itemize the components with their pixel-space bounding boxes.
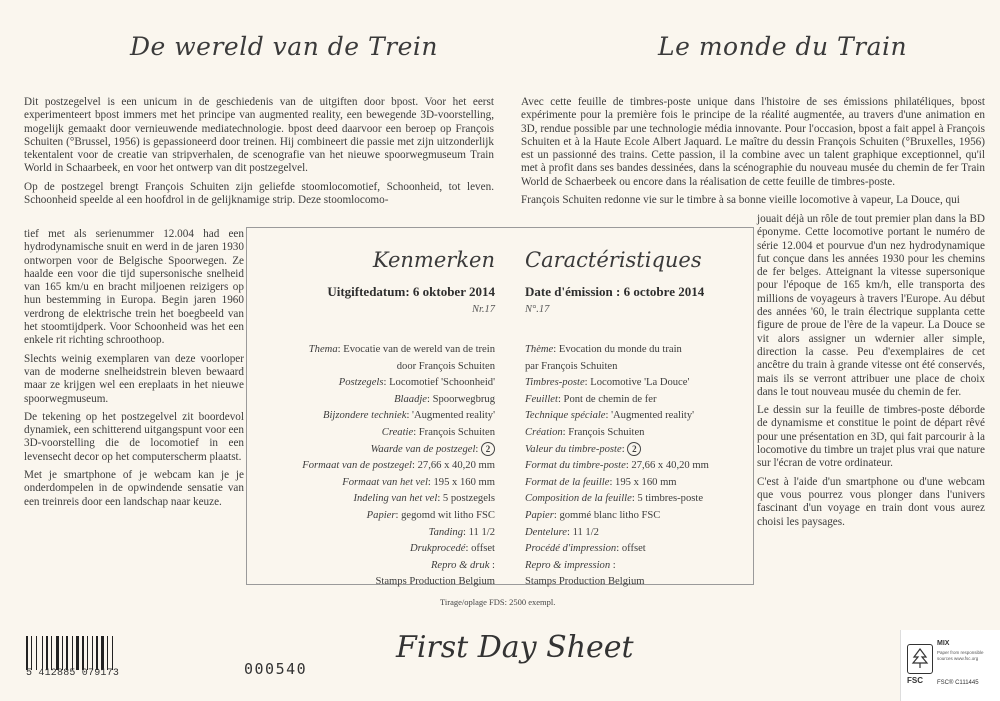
barcode-bar: [66, 636, 68, 670]
value-circled-icon: 2: [481, 442, 495, 456]
barcode-bar: [114, 636, 116, 670]
barcode-bar: [51, 636, 52, 670]
spec-row: Creatie: François Schuiten: [381, 426, 495, 438]
title-fr: Le monde du Train: [658, 32, 908, 61]
spec-row: Composition de la feuille: 5 timbres-poste: [525, 493, 704, 505]
spec-key: Thema: [308, 344, 338, 355]
spec-value: 195 x 160 mm: [433, 476, 495, 488]
barcode-bar: [60, 636, 61, 670]
barcode-bar: [38, 636, 41, 670]
spec-row: [525, 574, 755, 591]
barcode-bar: [72, 636, 73, 670]
spec-row: Postzegels: Locomotief 'Schoonheid': [338, 377, 495, 389]
fsc-tree-icon: [907, 644, 933, 674]
barcode-bar: [36, 636, 37, 670]
spec-value: Spoorwegbrug: [432, 393, 495, 405]
spec-value: Locomotief 'Schoonheid': [389, 377, 495, 389]
spec-row: Papier: gommé blanc litho FSC: [525, 509, 661, 521]
spec-key: Dentelure: [525, 526, 567, 538]
barcode-bar: [42, 636, 43, 670]
nl-paragraph-4: De tekening op het postzegelvel zit boordevol dynamiek, een schitterend uitgangspunt voor een 3D-voorstelling die de locomotief in een levensecht decor op het computerscherm plaatst.: [24, 410, 244, 463]
spec-value: 195 x 160 mm: [615, 476, 677, 488]
spec-key: Papier: [366, 509, 396, 521]
barcode-bar: [46, 636, 48, 670]
spec-row: Dentelure: 11 1/2: [525, 526, 599, 538]
spec-key: Feuillet: [525, 393, 558, 405]
barcode-bar: [109, 636, 111, 670]
spec-row: Indeling van het vel: 5 postzegels: [353, 493, 495, 505]
barcode-bar: [76, 636, 79, 670]
spec-key: Création: [525, 426, 563, 438]
barcode-bar: [112, 636, 113, 670]
fsc-code: FSC® C111445: [937, 680, 979, 686]
first-day-sheet-label: First Day Sheet: [396, 630, 634, 665]
spec-row: Tanding: 11 1/2: [428, 526, 495, 538]
spec-key: Blaadje: [394, 393, 428, 405]
nl-paragraph-2-intro: Op de postzegel brengt François Schuiten zijn geliefde stoomlocomotief, Schoonheid, tot leven. Schoonheid speelde al een hoofdrol in de gelijknamige strip. Deze stoomlocomo-: [24, 180, 494, 207]
barcode-bar: [96, 636, 98, 670]
spec-row: Bijzondere techniek: 'Augmented reality': [323, 410, 495, 422]
barcode-bar: [101, 636, 104, 670]
spec-key: Format du timbre-poste: [525, 460, 626, 472]
issue-date-fr: Date d'émission : 6 octobre 2014: [525, 284, 705, 299]
spec-value: 11 1/2: [572, 526, 599, 538]
barcode-bar: [69, 636, 71, 670]
barcode-bar: [89, 636, 91, 670]
heading-caracteristiques: Caractéristiques: [525, 248, 702, 272]
fr-paragraph-2-rest: jouait déjà un rôle de tout premier plan dans la BD éponyme. Cette locomotive portant le numéro de série 12.004 et pourvue d'un nez hydrodynamique fut conçue dans les années 1930 pour les chemins de fer belges. Atteignant la vitesse supersonique pour l'époque de 165 km/h, elle transporta des millions de voyageurs à travers l'Europe. Au début des années '60, le train électrique supplanta cette figure de proue de l'ère de la vapeur. La Douce se vit alors assigner un wdernier aller simple, direction la casse. Peu d'exemplaires de cet ancêtre du train à grande vitesse ont été conservés, mais ils se verront attribuer une place de choix dans le tout nouveau musée du chemin de fer.: [757, 213, 985, 398]
spec-row: Timbres-poste: Locomotive 'La Douce': [525, 377, 690, 389]
spec-key: Drukprocedé: [409, 543, 466, 555]
spec-key: Repro & druk: [430, 559, 490, 571]
spec-key: Timbres-poste: [525, 377, 585, 389]
barcode-bar: [85, 636, 86, 670]
spec-row: Valeur du timbre-poste: 2: [525, 442, 755, 459]
nl-narrow-column: [24, 228, 244, 514]
specs-nl: [255, 342, 495, 591]
fsc-small-text: Paper from responsible sources www.fsc.org: [937, 650, 984, 661]
issue-date-nl: Uitgiftedatum: 6 oktober 2014: [327, 284, 495, 299]
title-nl: De wereld van de Trein: [130, 32, 439, 61]
fr-paragraph-1: Avec cette feuille de timbres-poste unique dans l'histoire de ses émissions philatéliques, bpost expérimente pour la première fois le principe de la réalité augmentée, au travers d'une animation en 3D, rendue possible par une technologie média innovante. Pour l'occasion, bpost a fait appel à François Schuiten et à la Haute Ecole Albert Jaquard. Le maître du dessin François Schuiten (°Bruxelles, 1956) est un passionné des trains. Cette passion, il la combine avec un talent graphique exceptionnel, qu'il met à profit dans ses bandes dessinées, dans la scénographie du nouveau musée du chemin de fer Train World de Schaerbeek ou encore dans la réalisation de cette feuille de timbres-poste.: [521, 96, 985, 188]
spec-value: offset: [471, 543, 495, 555]
spec-key: Valeur du timbre-poste: [525, 443, 622, 455]
heading-kenmerken: Kenmerken: [372, 248, 495, 272]
fsc-label-block: [900, 630, 1000, 701]
barcode-bar: [64, 636, 65, 670]
spec-row: Formaat van het vel: 195 x 160 mm: [342, 476, 495, 488]
spec-value: offset: [621, 543, 646, 555]
nl-paragraph-5: Met je smartphone of je webcam kan je je onderdompelen in de opwindende sensatie van een treinreis door een landschap naar keuze.: [24, 469, 244, 508]
spec-value: 'Augmented reality': [611, 410, 695, 422]
spec-key: Composition de la feuille: [525, 493, 632, 505]
spec-value: 'Augmented reality': [412, 410, 495, 422]
spec-row: Repro & druk :: [430, 559, 495, 571]
barcode-bar: [53, 636, 55, 670]
spec-value: Stamps Production Belgium: [525, 576, 645, 588]
spec-key: Postzegels: [338, 377, 384, 389]
spec-row: Technique spéciale: 'Augmented reality': [525, 410, 695, 422]
spec-key: Technique spéciale: [525, 410, 606, 422]
spec-key: Formaat van de postzegel: [302, 460, 412, 472]
spec-key: Papier: [525, 509, 554, 521]
fr-narrow-column: [757, 213, 985, 534]
barcode-bar: [44, 636, 45, 670]
fr-paragraph-3: Le dessin sur la feuille de timbres-poste déborde de dynamisme et constitue le point de départ rêvé pour une présentation en 3D, qui fait parcourir à la locomotive du timbre un trajet plus vrai que nature sur l'écran de votre ordinateur.: [757, 404, 985, 470]
spec-value: 5 timbres-poste: [637, 493, 704, 505]
fr-paragraph-4: C'est à l'aide d'un smartphone ou d'une webcam que vous pourrez vous plonger dans l'univers fascinant d'un voyage en train dont vous aurez choisi les paysages.: [757, 475, 985, 528]
barcode-bar: [26, 636, 28, 670]
spec-value: Locomotive 'La Douce': [590, 377, 690, 389]
spec-key: Formaat van het vel: [342, 476, 428, 488]
fsc-logo-text: FSC: [907, 676, 923, 685]
print-run: Tirage/oplage FDS: 2500 exempl.: [440, 597, 556, 607]
serial-number: 000540: [244, 660, 308, 678]
barcode-bar: [82, 636, 84, 670]
spec-key: Bijzondere techniek: [323, 410, 407, 422]
barcode-bar: [56, 636, 59, 670]
fr-text-column: [521, 96, 985, 207]
spec-row: Format de la feuille: 195 x 160 mm: [525, 476, 677, 488]
spec-key: Waarde van de postzegel: [370, 443, 476, 455]
spec-row: Thème: Evocation du monde du train: [525, 344, 682, 355]
nl-paragraph-2-rest: tief met als serienummer 12.004 had een hydrodynamische snuit en werd in de jaren 1930 ontworpen voor de Belgische Spoorwegen. Ze haalde een voor die tijd supersonische snelheid van 165 km/u en bracht miljoenen reizigers op hun bestemming in Europa. Begin jaren 1960 verdrong de elektrische trein het boegbeeld van het stoomtijdperk. Voor Schoonheid was het een enkele rit richting schroothoop.: [24, 228, 244, 347]
nl-text-column: [24, 96, 494, 207]
spec-row: [255, 359, 495, 376]
fsc-mix: MIX: [937, 640, 950, 647]
spec-value: Evocation du monde du train: [558, 344, 682, 355]
spec-row: Drukprocedé: offset: [409, 543, 495, 555]
nl-paragraph-1: Dit postzegelvel is een unicum in de geschiedenis van de uitgiften door bpost. Voor het eerst experimenteert bpost immers met het principe van augmented reality, een bewegende 3D-voorstelling, mogelijk gemaakt door vernieuwende mediatechnologie. bpost deed daarvoor een beroep op François Schuiten (°Brussel, 1956) is gepassioneerd door treinen. Hij combineert die passie met zijn uitzonderlijk tekentalent voor de creatie van stripverhalen, de scenografie van het nieuwe spoorwegmuseum Train World in Schaarbeek, en voor het ontwerp van dit postzegelvel.: [24, 96, 494, 175]
spec-value: Stamps Production Belgium: [375, 576, 495, 588]
spec-value: 27,66 x 40,20 mm: [631, 460, 709, 472]
spec-row: Création: François Schuiten: [525, 426, 645, 438]
barcode-bar: [94, 636, 95, 670]
barcode-bar: [87, 636, 88, 670]
spec-row: Waarde van de postzegel: 2: [255, 442, 495, 459]
issue-number-nl: Nr.17: [471, 304, 495, 315]
spec-value: François Schuiten: [418, 426, 495, 438]
spec-key: Thème: [525, 344, 554, 355]
spec-row: [255, 574, 495, 591]
spec-value: 11 1/2: [468, 526, 495, 538]
spec-value: 5 postzegels: [442, 493, 495, 505]
barcode-bar: [107, 636, 108, 670]
spec-value: 27,66 x 40,20 mm: [417, 460, 495, 472]
value-circled-icon: 2: [627, 442, 641, 456]
barcode-bar: [62, 636, 63, 670]
spec-key: Procédé d'impression: [525, 543, 617, 555]
barcode-bar: [31, 636, 32, 670]
spec-row: Repro & impression :: [525, 559, 616, 571]
specs-fr: [525, 342, 755, 591]
spec-row: Feuillet: Pont de chemin de fer: [525, 393, 657, 405]
spec-row: Thema: Evocatie van de wereld van de trein: [308, 344, 495, 355]
spec-value: gegomd wit litho FSC: [401, 509, 495, 521]
issue-number-fr: N°.17: [525, 304, 550, 315]
spec-key: Format de la feuille: [525, 476, 610, 488]
spec-row: Papier: gegomd wit litho FSC: [366, 509, 495, 521]
spec-value: Evocatie van de wereld van de trein: [343, 344, 495, 355]
barcode: [26, 636, 130, 670]
barcode-bar: [99, 636, 100, 670]
characteristics-box: [246, 227, 754, 588]
spec-value: François Schuiten: [568, 426, 645, 438]
barcode-bar: [80, 636, 81, 670]
spec-row: Format du timbre-poste: 27,66 x 40,20 mm: [525, 460, 709, 472]
spec-value: Pont de chemin de fer: [563, 393, 657, 405]
barcode-bar: [33, 636, 35, 670]
spec-row: Procédé d'impression: offset: [525, 543, 646, 555]
spec-value: par François Schuiten: [525, 360, 618, 372]
barcode-bar: [92, 636, 93, 670]
spec-row: Formaat van de postzegel: 27,66 x 40,20 mm: [302, 460, 495, 472]
spec-value: gommé blanc litho FSC: [559, 509, 661, 521]
nl-paragraph-3: Slechts weinig exemplaren van deze voorloper van de moderne snelheidstrein bleven bewaard maar ze krijgen wel een ereplaats in het nieuwe spoorwegmuseum.: [24, 352, 244, 405]
barcode-bar: [105, 636, 106, 670]
spec-key: Tanding: [428, 526, 464, 538]
spec-key: Indeling van het vel: [353, 493, 438, 505]
barcode-number: 5 412885 079173: [26, 668, 120, 679]
fr-paragraph-2-intro: François Schuiten redonne vie sur le timbre à sa bonne vieille locomotive à vapeur, La Douce, qui: [521, 194, 960, 207]
spec-key: Creatie: [381, 426, 414, 438]
barcode-bar: [49, 636, 50, 670]
barcode-bar: [74, 636, 75, 670]
spec-key: Repro & impression: [525, 559, 611, 571]
spec-row: [525, 359, 755, 376]
spec-value: door François Schuiten: [396, 360, 495, 372]
barcode-bar: [29, 636, 30, 670]
spec-row: Blaadje: Spoorwegbrug: [394, 393, 495, 405]
